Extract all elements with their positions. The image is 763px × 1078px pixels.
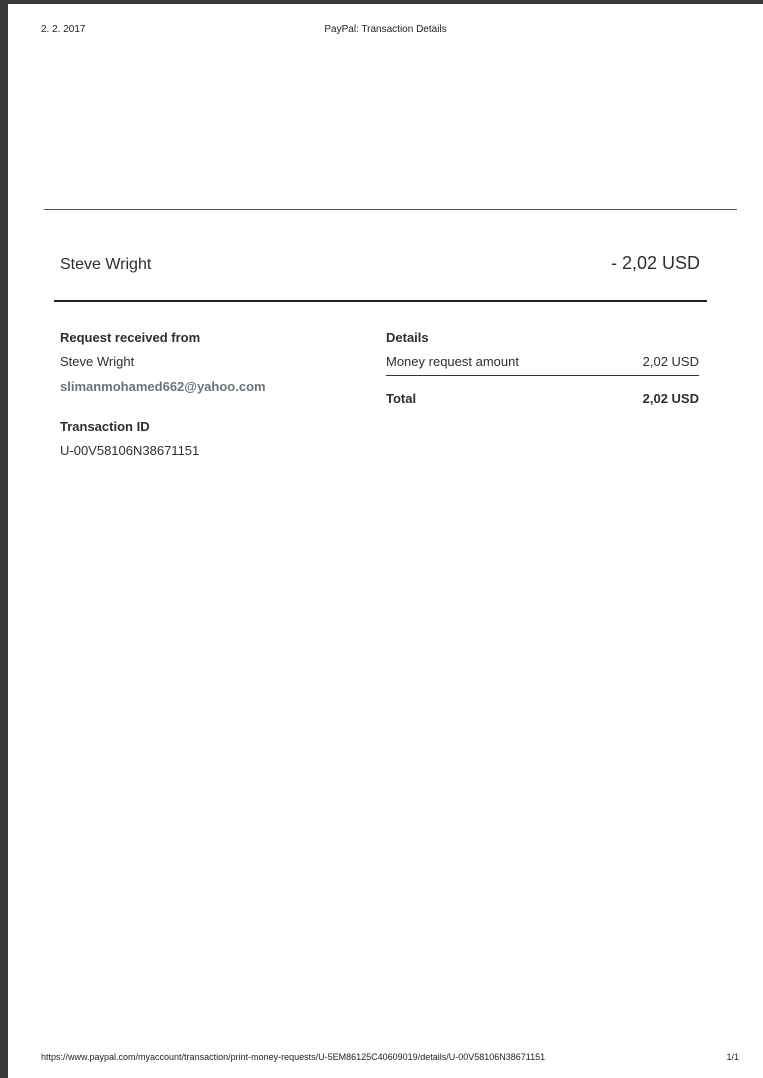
total-label: Total xyxy=(386,391,417,406)
counterparty-name: Steve Wright xyxy=(60,256,152,273)
transaction-amount: - 2,02 USD xyxy=(610,253,700,273)
print-page xyxy=(8,4,763,1078)
total-value: 2,02 USD xyxy=(642,391,699,406)
detail-row xyxy=(386,354,699,376)
transaction-id-value: U-00V58106N38671151 xyxy=(60,443,200,458)
total-row xyxy=(386,391,699,406)
page-number: 1/1 xyxy=(726,1052,739,1062)
detail-value: 2,02 USD xyxy=(642,354,699,369)
summary-divider xyxy=(54,300,707,302)
request-from-email: slimanmohamed662@yahoo.com xyxy=(60,379,266,394)
divider xyxy=(44,209,737,210)
details-section xyxy=(386,330,699,406)
print-url: https://www.paypal.com/myaccount/transaction/print-money-requests/U-5EM86125C40609019/details/U-00V58106N38671151 xyxy=(41,1052,546,1062)
request-from-name: Steve Wright xyxy=(60,354,135,369)
print-title: PayPal: Transaction Details xyxy=(324,24,447,35)
request-from-label: Request received from xyxy=(60,330,201,345)
detail-label: Money request amount xyxy=(386,354,519,369)
details-title: Details xyxy=(386,330,429,345)
print-date: 2. 2. 2017 xyxy=(41,24,86,35)
transaction-id-label: Transaction ID xyxy=(60,419,150,434)
